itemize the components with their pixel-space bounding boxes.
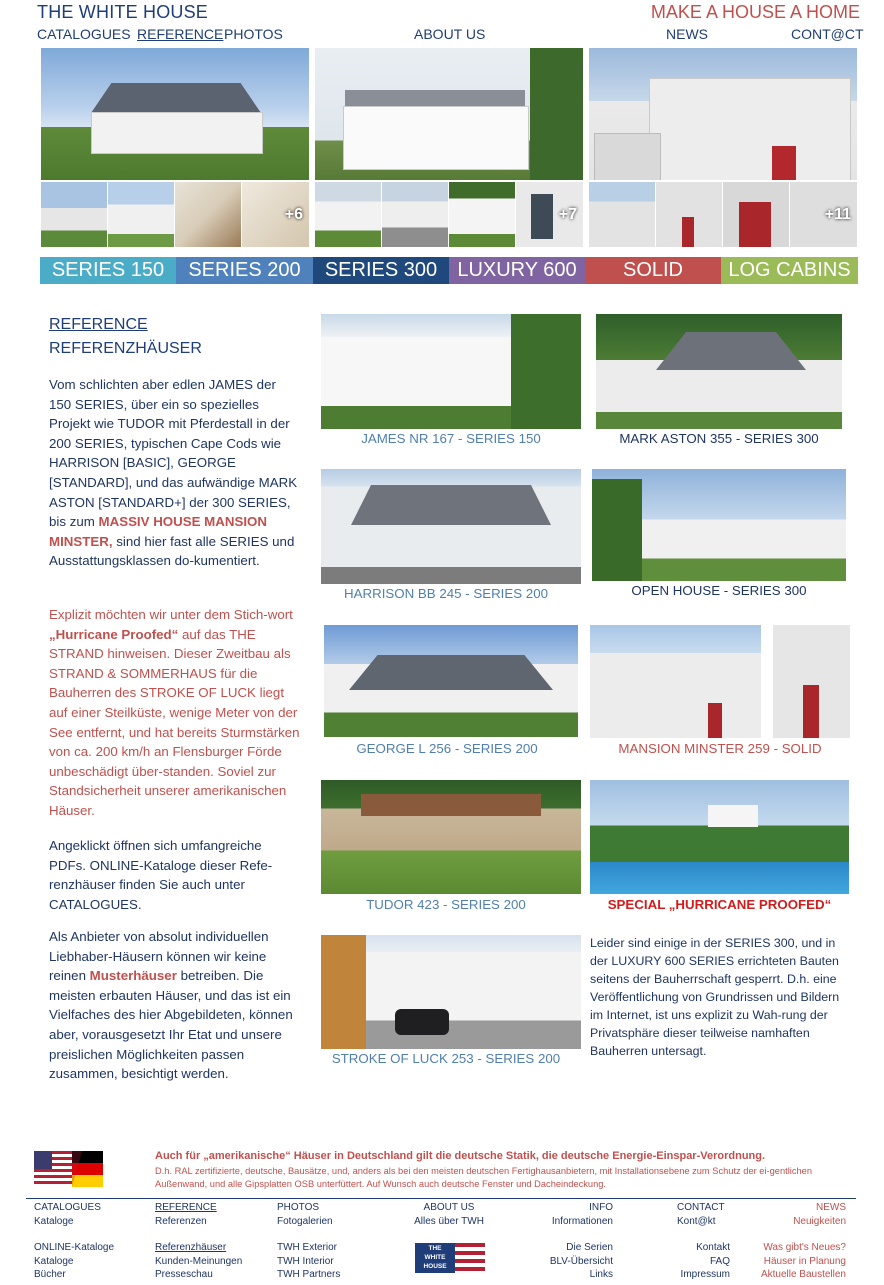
- reference-caption-george[interactable]: GEORGE L 256 - SERIES 200: [356, 741, 538, 756]
- more-photos-count: +6: [284, 205, 303, 223]
- footer-link[interactable]: BLV-Übersicht: [549, 1255, 613, 1267]
- reference-photo-mansion-minster[interactable]: [590, 625, 761, 738]
- reference-caption-mansion-minster[interactable]: MANSION MINSTER 259 - SOLID: [618, 741, 822, 756]
- notice-title: Auch für „amerikanische“ Häuser in Deutschland gilt die deutsche Statik, die deutsche Energie-Einspar-Verordnung.: [155, 1150, 766, 1162]
- footer-link[interactable]: INFO: [589, 1202, 613, 1213]
- reference-photo-george[interactable]: [324, 625, 578, 737]
- gallery-thumb[interactable]: [41, 182, 107, 247]
- footer-link[interactable]: Impressum: [680, 1269, 730, 1281]
- gallery-photo-series150[interactable]: [41, 48, 309, 180]
- more-photos-count: +7: [558, 205, 577, 223]
- privacy-note: Leider sind einige in der SERIES 300, und in der LUXURY 600 SERIES errichteten Bauten seitens der Bauherrschaft gesperrt. D.h. eine Veröffentlichung von Grundrissen und Bildern im Internet, ist uns explizit zu Wah-rung der Privatsphäre dieser teilweise namhaften Bauherren untersagt.: [590, 936, 840, 1058]
- reference-photo-stroke-of-luck[interactable]: [321, 935, 581, 1049]
- visit-paragraph: Als Anbieter von absolut individuellen Liebhaber-Häusern können wir keine reinen Musterhäuser betreiben. Die meisten erbauten Häuser, und das ist ein Vielfaches des hier Abgebildeten, können aber, vorausgesetzt Ihr Etat und unsere preislichen Möglichkeiten passen zusammen, besichtigt werden.: [49, 929, 293, 1082]
- reference-photo-james[interactable]: [321, 314, 581, 429]
- reference-caption-tudor[interactable]: TUDOR 423 - SERIES 200: [366, 897, 526, 912]
- footer-divider: [26, 1198, 856, 1199]
- solid-tab[interactable]: SOLID: [585, 257, 721, 284]
- footer-link[interactable]: Häuser in Planung: [763, 1255, 846, 1267]
- footer-link[interactable]: Alles über TWH: [414, 1215, 484, 1227]
- footer-col-info: [540, 1201, 613, 1282]
- gallery-thumb-more[interactable]: [790, 182, 857, 247]
- white-house-logo[interactable]: THE WHITE HOUSE: [415, 1243, 485, 1273]
- footer-col-about: [405, 1201, 493, 1228]
- footer-link[interactable]: FAQ: [709, 1255, 730, 1267]
- nav-news[interactable]: NEWS: [666, 26, 708, 42]
- footer-link[interactable]: Presseschau: [155, 1269, 213, 1281]
- gallery-thumb[interactable]: [382, 182, 448, 247]
- reference-caption-open-house[interactable]: OPEN HOUSE - SERIES 300: [631, 583, 807, 598]
- footer-link[interactable]: Kataloge: [34, 1215, 74, 1227]
- footer-link[interactable]: Referenzen: [155, 1215, 207, 1227]
- footer-col-catalogues: [34, 1201, 114, 1282]
- footer-link[interactable]: ABOUT US: [423, 1202, 475, 1213]
- page-title[interactable]: REFERENCE: [49, 316, 148, 333]
- gallery-thumb[interactable]: [108, 182, 174, 247]
- reference-photo-mark-aston[interactable]: [596, 314, 842, 429]
- series-200-tab[interactable]: SERIES 200: [176, 257, 313, 284]
- footer-link[interactable]: PHOTOS: [277, 1202, 320, 1213]
- us-german-flag-icon: [34, 1151, 103, 1187]
- reference-photo-open-house[interactable]: [592, 469, 846, 581]
- musterhaeuser-keyword: Musterhäuser: [89, 968, 177, 984]
- notice-text: D.h. RAL zertifizierte, deutsche, Bausätze, und, anders als bei den meisten deutschen Fertighausanbietern, mit Installationsebene zum Schutz der ei-gentlichen Außenwand, und alle Gipsplatten OSB unterfüttert. Auf Wunsch auch deutsche Fenster und Dacheindeckung.: [155, 1166, 813, 1189]
- nav-photos[interactable]: PHOTOS: [224, 26, 283, 42]
- footer-link[interactable]: ONLINE-Kataloge: [34, 1242, 115, 1254]
- footer-col-photos: [277, 1201, 340, 1282]
- gallery-thumb[interactable]: [723, 182, 789, 247]
- gallery-thumb[interactable]: [589, 182, 655, 247]
- footer-link[interactable]: Referenzhäuser: [155, 1242, 227, 1254]
- footer-link[interactable]: Kontakt: [696, 1242, 730, 1254]
- footer-link[interactable]: Neuigkeiten: [793, 1215, 846, 1227]
- footer-link[interactable]: Links: [589, 1269, 613, 1281]
- footer-link[interactable]: Kataloge: [34, 1255, 74, 1267]
- intro-paragraph: Vom schlichten aber edlen JAMES der 150 SERIES, über ein so spezielles Projekt wie TUDOR mit Pferdestall in der 200 SERIES, typischen Cape Cods wie HARRISON [BASIC], GEORGE [STANDARD], und das aufwändige MARK ASTON [STANDARD+] der 300 SERIES, bis zum MASSIV HOUSE MANSION MINSTER, sind hier fast alle SERIES und Ausstattungsklassen do-kumentiert.: [49, 377, 298, 569]
- footer-col-reference: [155, 1201, 242, 1282]
- gallery-thumb[interactable]: [175, 182, 241, 247]
- nav-catalogues[interactable]: CATALOGUES: [37, 26, 131, 42]
- gallery-thumb[interactable]: [656, 182, 722, 247]
- footer-col-news: [746, 1201, 846, 1282]
- footer-link[interactable]: Kont@kt: [677, 1215, 716, 1227]
- reference-caption-james[interactable]: JAMES NR 167 - SERIES 150: [361, 431, 541, 446]
- hurricane-paragraph: Explizit möchten wir unter dem Stich-wort „Hurricane Proofed“ auf das THE STRAND hinweisen. Dieser Zweitbau als STRAND & SOMMERHAUS für die Bauherren des STROKE OF LUCK liegt auf einer Steilküste, wenige Meter von der See entfernt, und hat bereits Sturmstärken von ca. 200 km/h an Flensburger Förde unbeschädigt über-standen. Soviel zur Standsicherheit unserer amerikanischen Häuser.: [49, 607, 300, 818]
- nav-contact[interactable]: CONT@CT: [791, 26, 864, 42]
- footer-link[interactable]: NEWS: [816, 1202, 846, 1213]
- reference-caption-stroke-of-luck[interactable]: STROKE OF LUCK 253 - SERIES 200: [331, 1051, 561, 1066]
- footer-link[interactable]: Kunden-Meinungen: [155, 1255, 243, 1267]
- reference-caption-harrison[interactable]: HARRISON BB 245 - SERIES 200: [344, 586, 548, 601]
- hurricane-proofed-keyword: „Hurricane Proofed“: [49, 626, 179, 642]
- footer-col-contact: [677, 1201, 730, 1282]
- gallery-photo-series300[interactable]: [589, 48, 857, 180]
- luxury-600-tab[interactable]: LUXURY 600: [449, 257, 585, 284]
- gallery-photo-series200[interactable]: [315, 48, 583, 180]
- page-subtitle: REFERENZHÄUSER: [49, 340, 202, 357]
- massiv-house-link[interactable]: MASSIV HOUSE MANSION MINSTER,: [49, 514, 267, 549]
- footer-link[interactable]: Informationen: [551, 1215, 613, 1227]
- footer-link[interactable]: TWH Interior: [277, 1255, 334, 1267]
- reference-photo-tudor[interactable]: [321, 780, 581, 894]
- gallery-thumb-more[interactable]: [242, 182, 309, 247]
- catalogue-paragraph: Angeklickt öffnen sich umfangreiche PDFs. ONLINE-Kataloge dieser Refe-renzhäuser finden Sie auch unter CATALOGUES.: [49, 838, 273, 912]
- footer-link[interactable]: Was gibt's Neues?: [763, 1242, 846, 1254]
- gallery-thumb[interactable]: [315, 182, 381, 247]
- footer-link[interactable]: TWH Exterior: [277, 1242, 337, 1254]
- series-300-tab[interactable]: SERIES 300: [313, 257, 449, 284]
- footer-link[interactable]: TWH Partners: [277, 1269, 341, 1281]
- reference-photo-mansion-minster-door[interactable]: [773, 625, 850, 738]
- footer-link[interactable]: CATALOGUES: [34, 1202, 101, 1213]
- gallery-thumb-more[interactable]: [516, 182, 583, 247]
- slogan: MAKE A HOUSE A HOME: [650, 2, 860, 22]
- footer-link[interactable]: Fotogalerien: [277, 1215, 333, 1227]
- gallery-thumb[interactable]: [449, 182, 515, 247]
- reference-photo-harrison[interactable]: [321, 469, 581, 584]
- nav-reference[interactable]: REFERENCE: [137, 26, 224, 42]
- reference-photo-hurricane-proofed[interactable]: [590, 780, 849, 894]
- footer-link[interactable]: Aktuelle Baustellen: [760, 1269, 846, 1281]
- series-150-tab[interactable]: SERIES 150: [40, 257, 176, 284]
- more-photos-count: +11: [824, 205, 851, 223]
- brand-title[interactable]: THE WHITE HOUSE: [37, 2, 209, 22]
- reference-caption-hurricane-proofed[interactable]: SPECIAL „HURRICANE PROOFED“: [607, 897, 832, 912]
- log-cabins-tab[interactable]: LOG CABINS: [721, 257, 858, 284]
- footer-link[interactable]: Die Serien: [566, 1242, 613, 1254]
- footer-link[interactable]: REFERENCE: [155, 1202, 217, 1213]
- reference-caption-mark-aston[interactable]: MARK ASTON 355 - SERIES 300: [619, 431, 819, 446]
- footer-link[interactable]: Bücher: [34, 1269, 66, 1281]
- footer-link[interactable]: CONTACT: [677, 1202, 725, 1213]
- nav-about-us[interactable]: ABOUT US: [414, 26, 486, 42]
